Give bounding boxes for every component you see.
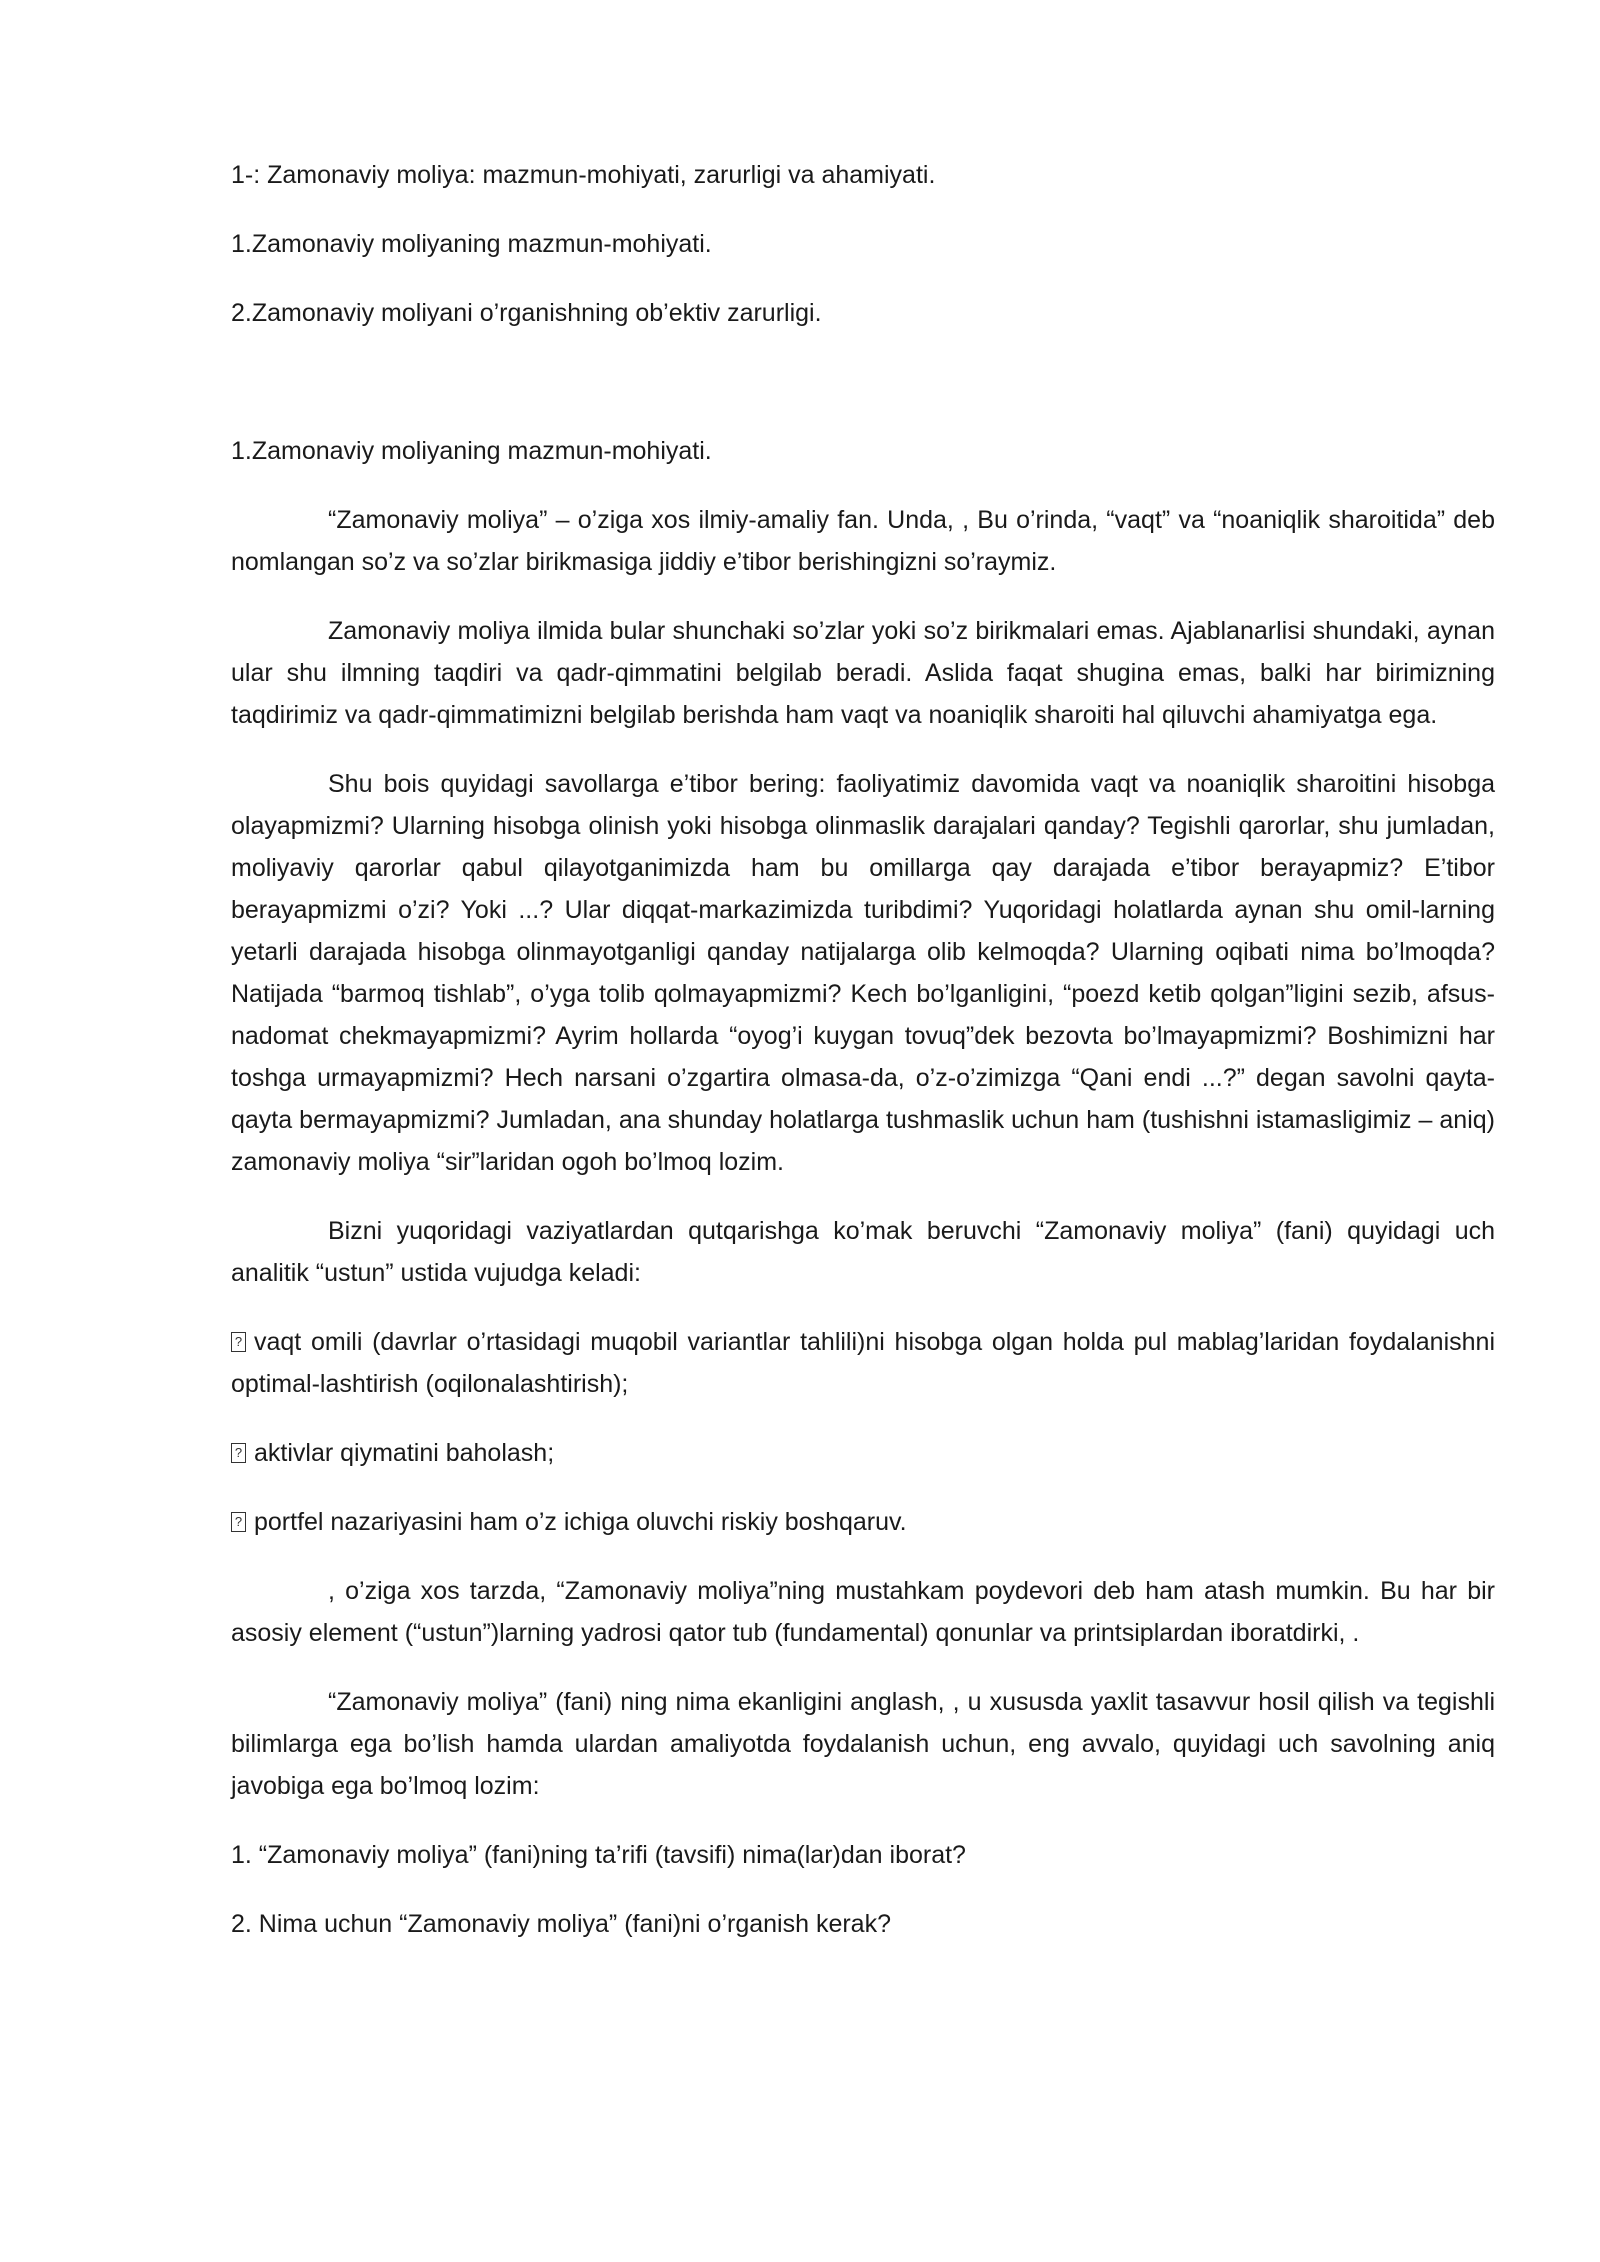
question-item: 1. “Zamonaviy moliya” (fani)ning ta’rifi (tavsifi) nima(lar)dan iborat? <box>231 1841 966 1869</box>
section-heading: 1.Zamonaviy moliyaning mazmun-mohiyati. <box>231 437 712 465</box>
paragraph: Zamonaviy moliya ilmida bular shunchaki so’zlar yoki so’z birikmalari emas. Ajablanarlisi shundaki, aynan ular shu ilmning taqdiri va qadr-qimmatini belgilab beradi. Aslida faqat shugina emas, balki har birimizning taqdirimiz va qadr-qimmatimizni belgilab berishda ham vaqt va noaniqlik sharoiti hal qiluvchi ahamiyatga ega. <box>231 617 1495 729</box>
paragraph: “Zamonaviy moliya” (fani) ning nima ekanligini anglash, , u xususda yaxlit tasavvur hosil qilish va tegishli bilimlarga ega bo’lish hamda ulardan amaliyotda foydalanish uchun, eng avvalo, quyidagi uch savolning aniq javobiga ega bo’lmoq lozim: <box>231 1688 1495 1800</box>
missing-glyph-icon <box>231 1512 246 1532</box>
paragraph: Bizni yuqoridagi vaziyatlardan qutqarishga ko’mak beruvchi “Zamonaviy moliya” (fani) quyidagi uch analitik “ustun” ustida vujudga keladi: <box>231 1217 1495 1287</box>
document-title: 1-: Zamonaviy moliya: mazmun-mohiyati, zarurligi va ahamiyati. <box>231 161 936 189</box>
bullet-item <box>231 1321 1495 1405</box>
toc-item-1: 1.Zamonaviy moliyaning mazmun-mohiyati. <box>231 230 712 258</box>
bullet-text: aktivlar qiymatini baholash; <box>254 1439 555 1467</box>
paragraph: , o’ziga xos tarzda, “Zamonaviy moliya”ning mustahkam poydevori deb ham atash mumkin. Bu har bir asosiy element (“ustun”)larning yadrosi qator tub (fundamental) qonunlar va printsiplardan iboratdirki, . <box>231 1577 1495 1647</box>
missing-glyph-icon <box>231 1332 246 1352</box>
toc-item-2: 2.Zamonaviy moliyani o’rganishning ob’ektiv zarurligi. <box>231 299 822 327</box>
paragraph: “Zamonaviy moliya” – o’ziga xos ilmiy-amaliy fan. Unda, , Bu o’rinda, “vaqt” va “noaniqlik sharoitida” deb nomlangan so’z va so’zlar birikmasiga jiddiy e’tibor berishingizni so’raymiz. <box>231 506 1495 576</box>
bullet-text: portfel nazariyasini ham o’z ichiga oluvchi riskiy boshqaruv. <box>254 1508 907 1536</box>
question-item: 2. Nima uchun “Zamonaviy moliya” (fani)ni o’rganish kerak? <box>231 1910 891 1938</box>
missing-glyph-icon <box>231 1443 246 1463</box>
bullet-item <box>231 1432 1495 1474</box>
bullet-item <box>231 1501 1495 1543</box>
paragraph: Shu bois quyidagi savollarga e’tibor bering: faoliyatimiz davomida vaqt va noaniqlik sharoitini hisobga olayapmizmi? Ularning hisobga olinish yoki hisobga olinmaslik darajalari qanday? Tegishli qarorlar, shu jumladan, moliyaviy qarorlar qabul qilayotganimizda ham bu omillarga qay darajada e’tibor berayapmiz? E’tibor berayapmizmi o’zi? Yoki ...? Ular diqqat-markazimizda turibdimi? Yuqoridagi holatlarda aynan shu omil-larning yetarli darajada hisobga olinmayotganligi qanday natijalarga olib kelmoqda? Ularning oqibati nima bo’lmoqda? Natijada “barmoq tishlab”, o’yga tolib qolmayapmizmi? Kech bo’lganligini, “poezd ketib qolgan”ligini sezib, afsus-nadomat chekmayapmizmi? Ayrim hollarda “oyog’i kuygan tovuq”dek bezovta bo’lmayapmizmi? Boshimizni har toshga urmayapmizmi? Hech narsani o’zgartira olmasa-da, o’z-o’zimizga “Qani endi ...?” degan savolni qayta-qayta bermayapmizmi? Jumladan, ana shunday holatlarga tushmaslik uchun ham (tushishni istamasligimiz – aniq) zamonaviy moliya “sir”laridan ogoh bo’lmoq lozim. <box>231 770 1495 1176</box>
bullet-text: vaqt omili (davrlar o’rtasidagi muqobil variantlar tahlili)ni hisobga olgan holda pul mablag’laridan foydalanishni optimal-lashtirish (oqilonalashtirish); <box>231 1328 1495 1398</box>
document-page <box>231 154 1495 1972</box>
